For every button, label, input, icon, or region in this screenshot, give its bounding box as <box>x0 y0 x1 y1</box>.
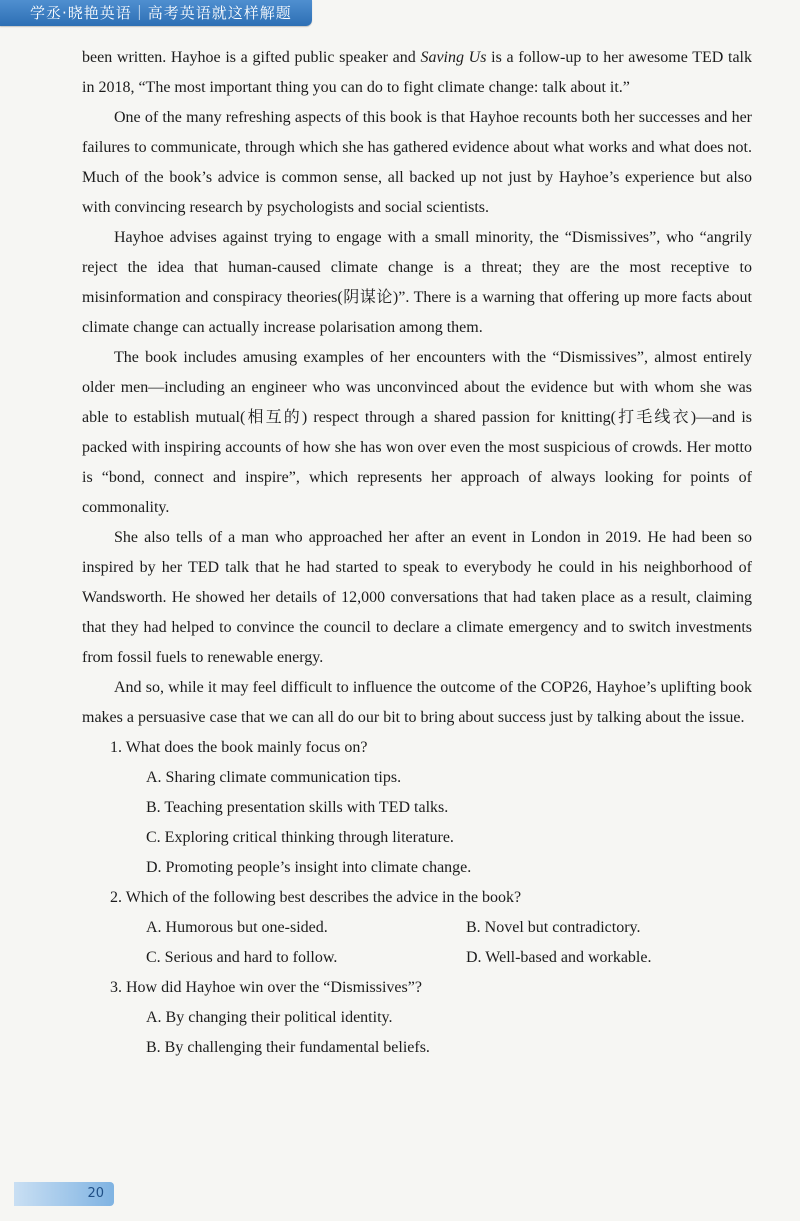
answer-option: D. Promoting people’s insight into climate change. <box>146 859 472 876</box>
passage-paragraph <box>82 43 752 103</box>
passage-paragraph: Hayhoe advises against trying to engage with a small minority, the “Dismissives”, who “angrily reject the idea that human-caused climate change is a threat; they are the most receptive to misinformation and conspiracy theories(阴谋论)”. There is a warning that offering up more facts about climate change can actually increase polarisation among them. <box>82 229 752 336</box>
answer-option: B. Novel but contradictory. <box>466 919 641 936</box>
option-row <box>82 913 752 943</box>
question-block <box>82 973 752 1063</box>
question-stem: 3. How did Hayhoe win over the “Dismissives”? <box>110 979 422 996</box>
answer-option: A. Humorous but one-sided. <box>146 919 328 936</box>
answer-option: D. Well-based and workable. <box>466 949 652 966</box>
page-number-text: 20 <box>87 1186 104 1201</box>
answer-option: A. Sharing climate communication tips. <box>146 769 402 786</box>
passage-paragraph: And so, while it may feel difficult to influence the outcome of the COP26, Hayhoe’s uplifting book makes a persuasive case that we can all do our bit to bring about success just by talking about the issue. <box>82 679 752 726</box>
question-block <box>82 883 752 973</box>
answer-option: C. Serious and hard to follow. <box>146 949 338 966</box>
answer-option: C. Exploring critical thinking through literature. <box>146 829 454 846</box>
passage-paragraph: The book includes amusing examples of her encounters with the “Dismissives”, almost entirely older men—including an engineer who was unconvinced about the evidence but with whom she was able to establish mutual(相互的) respect through a shared passion for knitting(打毛线衣)—and is packed with inspiring accounts of how she has won over even the most suspicious of crowds. Her motto is “bond, connect and inspire”, which represents her approach of always looking for points of commonality. <box>82 349 752 516</box>
answer-option: B. Teaching presentation skills with TED talks. <box>146 799 449 816</box>
paragraph-text: is a follow-up to her awesome TED talk in 2018, “The most important thing you can do to fight climate change: talk about it.” <box>82 49 752 96</box>
option-row <box>82 943 752 973</box>
passage-paragraph: One of the many refreshing aspects of this book is that Hayhoe recounts both her successes and her failures to communicate, through which she has gathered evidence about what works and what does not. Much of the book’s advice is common sense, all backed up not just by Hayhoe’s experience but also with convincing research by psychologists and social scientists. <box>82 109 752 216</box>
book-title: Saving Us <box>420 49 487 66</box>
page-number <box>14 1182 114 1206</box>
page-content <box>82 43 752 1063</box>
paragraph-text: been written. Hayhoe is a gifted public speaker and <box>82 49 421 66</box>
passage-paragraph: She also tells of a man who approached her after an event in London in 2019. He had been so inspired by her TED talk that he had started to speak to everybody he could in his neighborhood of Wandsworth. He showed her details of 12,000 conversations that had taken place as a result, claiming that they had helped to convince the council to declare a climate emergency and to switch investments from fossil fuels to renewable energy. <box>82 529 752 666</box>
book-header-tab <box>0 0 312 26</box>
question-stem: 2. Which of the following best describes the advice in the book? <box>110 889 522 906</box>
question-stem: 1. What does the book mainly focus on? <box>110 739 368 756</box>
header-title: 学丞·晓艳英语｜高考英语就这样解题 <box>30 4 292 22</box>
question-block <box>82 733 752 883</box>
answer-option: B. By challenging their fundamental beliefs. <box>146 1039 430 1056</box>
answer-option: A. By changing their political identity. <box>146 1009 393 1026</box>
